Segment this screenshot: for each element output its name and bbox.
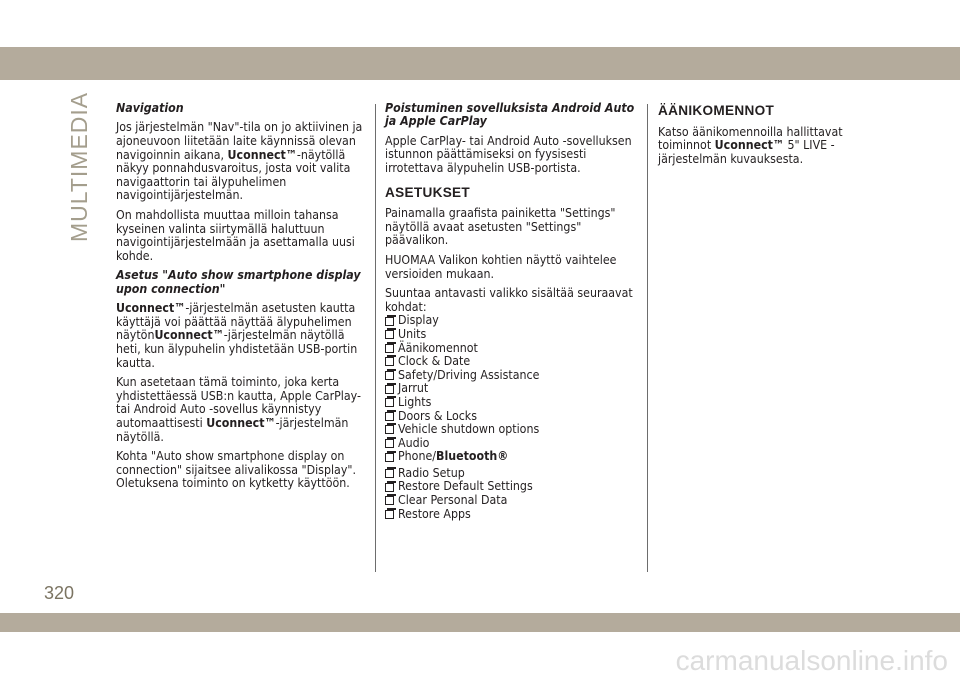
list-item (385, 437, 640, 451)
list-item-label: Audio (398, 435, 430, 450)
list-item (385, 314, 640, 328)
page-number: 320 (44, 583, 75, 603)
list-item-label: Jarrut (398, 381, 429, 396)
list-item-label: Restore Default Settings (398, 479, 533, 494)
bullet-icon (385, 317, 394, 326)
list-item-label: Doors & Locks (398, 408, 477, 423)
text: Katso äänikomennoilla hallittavat toiminnot (658, 124, 843, 153)
bullet-icon (385, 385, 394, 394)
column-3 (658, 102, 868, 172)
text: -järjestelmän näytöllä. (116, 415, 349, 444)
header-band (0, 47, 960, 80)
brand-name: Bluetooth® (436, 449, 509, 464)
list-item-label: Radio Setup (398, 465, 465, 480)
column-1 (116, 102, 364, 497)
list-item (385, 369, 640, 383)
list-item (385, 480, 640, 494)
paragraph-exit: Apple CarPlay- tai Android Auto -sovelluksen istunnon päättämiseksi on fyysisesti irrotettava älypuhelin USB-portista. (385, 133, 632, 175)
bullet-icon (385, 469, 394, 478)
list-item-label: Units (398, 326, 427, 341)
brand-name: Uconnect™ (154, 328, 224, 343)
list-item (385, 508, 640, 522)
paragraph-settings-intro: Suuntaa antavasti valikko sisältää seuraavat kohdat: (385, 286, 633, 314)
list-item-label: Phone/ (398, 449, 437, 464)
bullet-icon (385, 496, 394, 505)
paragraph-auto-2 (116, 376, 364, 444)
list-item-label: Restore Apps (398, 506, 471, 521)
section-title-voice-commands: ÄÄNIKOMENNOT (658, 103, 775, 118)
brand-name: Uconnect™ (714, 138, 784, 153)
list-item (385, 328, 640, 342)
text: Jos järjestelmän "Nav"-tila on jo aktiivinen ja ajoneuvoon liitetään laite käynnissä olevan navigoinnin aikana, (116, 120, 363, 162)
brand-name: Uconnect™ (116, 301, 186, 316)
bullet-icon (385, 425, 394, 434)
list-item-label: Safety/Driving Assistance (398, 367, 540, 382)
list-item (385, 494, 640, 508)
bullet-icon (385, 439, 394, 448)
list-item-label: Vehicle shutdown options (398, 422, 540, 437)
bullet-icon (385, 510, 394, 519)
paragraph-settings-1: Painamalla graafista painiketta "Settings" näytöllä avaat asetusten "Settings" päävalikon. (385, 206, 616, 248)
list-item (385, 396, 640, 410)
brand-name: Uconnect™ (206, 415, 276, 430)
text: 5" LIVE -järjestelmän kuvauksesta. (658, 138, 835, 166)
list-item (385, 382, 640, 396)
bullet-icon (385, 357, 394, 366)
list-item-label: Lights (398, 394, 432, 409)
bullet-icon (385, 483, 394, 492)
list-item (385, 467, 640, 481)
footer-band (0, 613, 960, 632)
paragraph-auto-1 (116, 302, 364, 370)
paragraph-auto-3: Kohta "Auto show smartphone display on connection" sijaitsee alivalikossa "Display". Oletuksena toiminto on kytketty käyttöön. (116, 449, 356, 491)
list-item (385, 355, 640, 369)
bullet-icon (385, 371, 394, 380)
list-item-label: Clock & Date (398, 354, 471, 369)
bullet-icon (385, 398, 394, 407)
list-item-label: Display (398, 313, 439, 328)
heading-exit-apps: Poistuminen sovelluksista Android Auto ja Apple CarPlay (385, 101, 635, 129)
paragraph-nav-1 (116, 121, 364, 203)
column-2 (385, 102, 640, 521)
paragraph-settings-note: HUOMAA Valikon kohtien näyttö vaihtelee versioiden mukaan. (385, 252, 617, 281)
list-item-label: Clear Personal Data (398, 493, 508, 508)
watermark-text: carmanualsonline.info (675, 645, 948, 676)
list-item-label: Äänikomennot (398, 340, 478, 355)
heading-auto-show: Asetus "Auto show smartphone display upon connection" (116, 268, 361, 296)
list-item (385, 423, 640, 437)
bullet-icon (385, 412, 394, 421)
bullet-icon (385, 453, 394, 462)
text: -näytöllä näkyy ponnahdusvaroitus, josta voit valita navigaattorin tai älypuhelimen navigointijärjestelmän. (116, 147, 351, 203)
bullet-icon (385, 330, 394, 339)
heading-navigation: Navigation (116, 101, 184, 115)
section-side-label: MULTIMEDIA (66, 91, 92, 242)
paragraph-voice (658, 126, 868, 167)
list-item (385, 342, 640, 356)
paragraph-nav-2: On mahdollista muuttaa milloin tahansa kyseinen valinta siirtymällä haluttuun navigointijärjestelmään ja asettamalla uusi kohde. (116, 207, 355, 263)
column-divider-2 (647, 104, 648, 572)
brand-name: Uconnect™ (227, 147, 297, 162)
section-title-settings: ASETUKSET (385, 184, 471, 200)
text: Kun asetetaan tämä toiminto, joka kerta yhdistettäessä USB:n kautta, Apple CarPlay- tai Android Auto -sovellus käynnistyy automaattisesti (116, 375, 361, 430)
list-item (385, 450, 640, 464)
settings-menu-list (385, 314, 640, 521)
bullet-icon (385, 344, 394, 353)
text: -järjestelmän asetusten kautta käyttäjä voi päättää näyttää älypuhelimen näytön (116, 301, 356, 343)
list-item (385, 410, 640, 424)
text: -järjestelmän näytöllä heti, kun älypuhelin yhdistetään USB-portin kautta. (116, 328, 358, 370)
column-divider-1 (375, 104, 376, 572)
